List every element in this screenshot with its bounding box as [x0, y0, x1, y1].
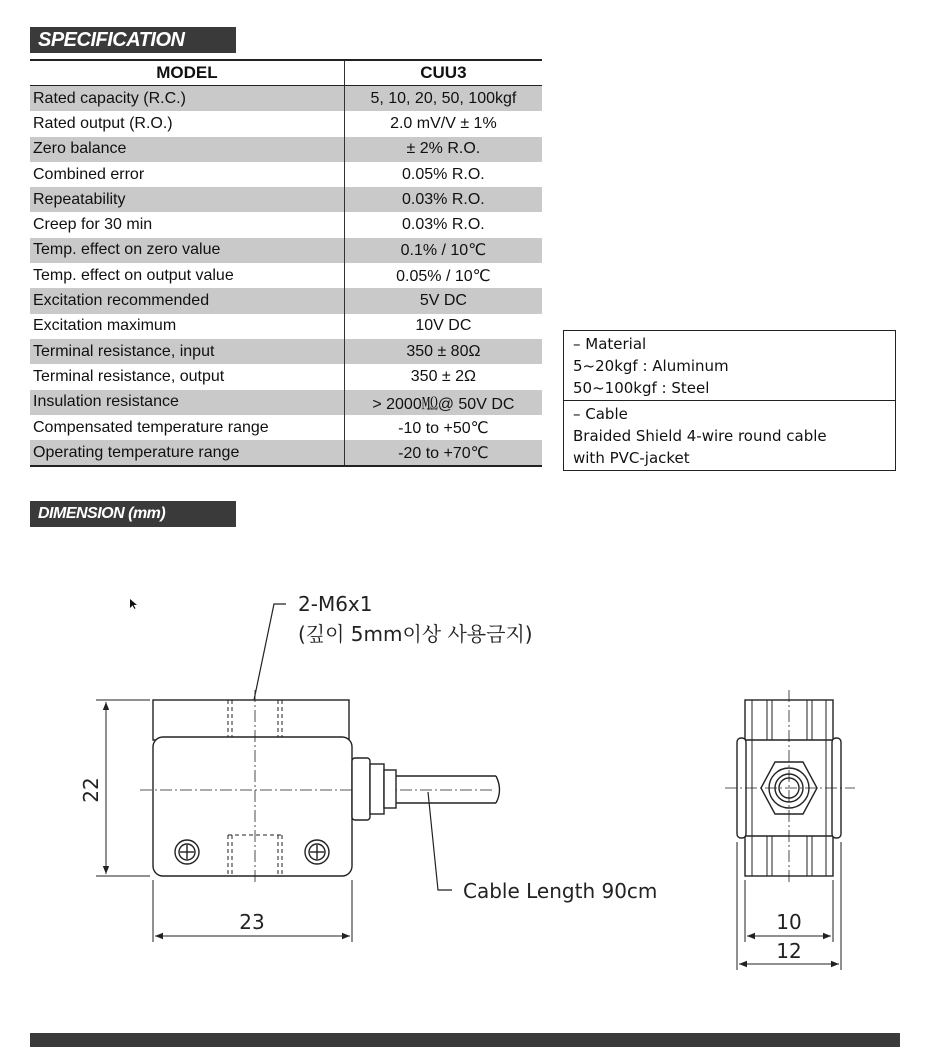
row-value: 5V DC [344, 288, 542, 313]
model-value-header: CUU3 [344, 60, 542, 86]
row-value: ± 2% R.O. [344, 137, 542, 162]
row-value: 10V DC [344, 314, 542, 339]
side-view [725, 690, 855, 885]
cable-note [564, 400, 895, 470]
cable-length-label: Cable Length 90cm [463, 879, 658, 903]
row-value: 350 ± 80Ω [344, 339, 542, 364]
row-label: Temp. effect on output value [33, 266, 234, 284]
row-value: -20 to +70℃ [344, 440, 542, 466]
model-header: MODEL [30, 60, 344, 86]
table-row [30, 415, 542, 440]
material-title: – Material [573, 335, 647, 353]
row-value: 0.03% R.O. [344, 187, 542, 212]
row-label: Excitation recommended [30, 288, 344, 313]
row-label: Operating temperature range [30, 440, 344, 466]
dimension-drawing [0, 540, 930, 1020]
table-row [30, 187, 542, 212]
side-inner-width-value: 10 [776, 910, 802, 934]
thread-label: 2-M6x1 [298, 592, 373, 616]
table-row [30, 440, 542, 466]
row-label: Temp. effect on zero value [30, 238, 344, 263]
height-dimension [96, 700, 150, 876]
table-row [30, 162, 542, 187]
table-row [30, 288, 542, 313]
row-label: Rated output (R.O.) [33, 114, 173, 132]
dimension-heading: DIMENSION (mm) [30, 501, 236, 527]
row-value: -10 to +50℃ [344, 415, 542, 440]
cable-line: with PVC-jacket [573, 449, 690, 467]
thread-note: (깊이 5mm이상 사용금지) [298, 622, 533, 646]
row-label: Terminal resistance, input [30, 339, 344, 364]
row-label: Excitation maximum [33, 317, 177, 335]
height-value: 22 [79, 777, 103, 803]
table-row [30, 212, 542, 237]
row-label: Compensated temperature range [33, 418, 269, 436]
material-line: 50~100kgf : Steel [573, 379, 710, 397]
row-label: Combined error [33, 165, 145, 183]
row-value: 0.05% R.O. [344, 162, 542, 187]
table-row [30, 364, 542, 389]
row-label: Rated capacity (R.C.) [30, 86, 344, 112]
table-row [30, 339, 542, 364]
row-value: 0.1% / 10℃ [344, 238, 542, 263]
row-label: Zero balance [30, 137, 344, 162]
row-value: > 2000㏁@ 50V DC [344, 390, 542, 415]
table-row [30, 390, 542, 415]
row-value: 0.03% R.O. [344, 212, 542, 237]
material-line: 5~20kgf : Aluminum [573, 357, 729, 375]
footer-bar [30, 1033, 900, 1047]
side-outer-width-value: 12 [776, 939, 802, 963]
screw-icon [175, 840, 199, 864]
row-value: 0.05% / 10℃ [344, 263, 542, 288]
row-value: 2.0 mV/V ± 1% [344, 111, 542, 136]
specification-table [30, 59, 542, 467]
table-row [30, 238, 542, 263]
row-value: 350 ± 2Ω [344, 364, 542, 389]
table-row [30, 263, 542, 288]
mouse-cursor-icon [130, 599, 137, 609]
table-row [30, 314, 542, 339]
row-label: Terminal resistance, output [33, 367, 225, 385]
table-row [30, 137, 542, 162]
row-label: Repeatability [30, 187, 344, 212]
cable-line: Braided Shield 4-wire round cable [573, 427, 827, 445]
row-label: Insulation resistance [30, 390, 344, 415]
table-row [30, 86, 542, 112]
cable-leader [428, 792, 452, 890]
specification-heading: SPECIFICATION [30, 27, 236, 53]
row-label: Creep for 30 min [33, 216, 153, 234]
table-header-row [30, 60, 542, 86]
screw-icon [305, 840, 329, 864]
table-row [30, 111, 542, 136]
width-value: 23 [239, 910, 265, 934]
material-note [564, 331, 895, 400]
notes-box [563, 330, 896, 471]
cable-title: – Cable [573, 405, 628, 423]
thread-leader [254, 604, 286, 700]
row-value: 5, 10, 20, 50, 100kgf [344, 86, 542, 112]
